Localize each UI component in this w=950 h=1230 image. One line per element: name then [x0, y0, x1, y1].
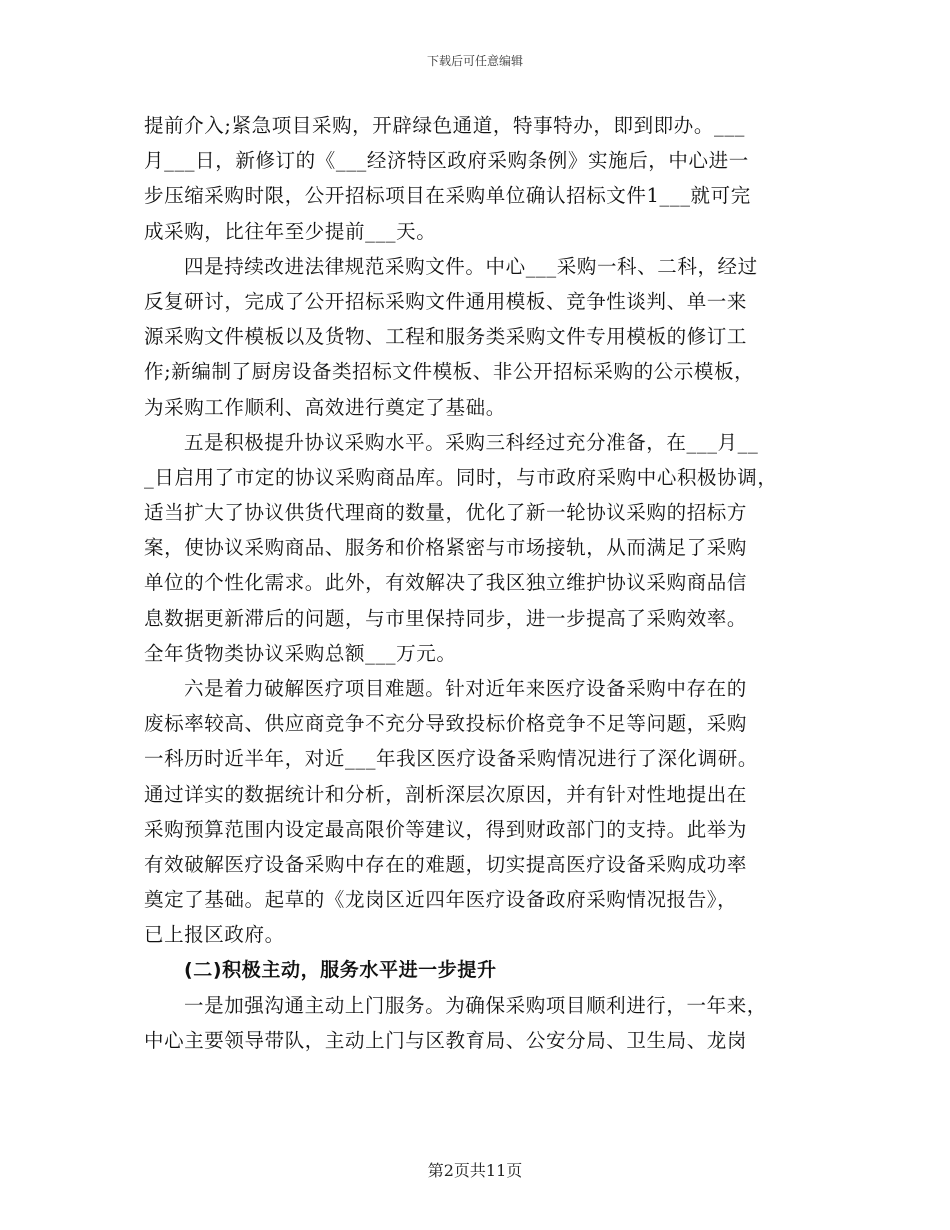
text-line: 步压缩采购时限，公开招标项目在采购单位确认招标文件1___就可完	[144, 184, 751, 208]
section-heading: (二)积极主动，服务水平进一步提升	[184, 958, 497, 981]
text-line: 适当扩大了协议供货代理商的数量，优化了新一轮协议采购的招标方	[144, 501, 748, 525]
text-line: 为采购工作顺利、高效进行奠定了基础。	[144, 395, 506, 419]
document-body	[144, 108, 816, 1058]
text-line: 单位的个性化需求。此外，有效解决了我区独立维护协议采购商品信	[144, 571, 748, 595]
text-line: 作;新编制了厨房设备类招标文件模板、非公开招标采购的公示模板，	[144, 360, 755, 384]
text-line: 中心主要领导带队，主动上门与区教育局、公安分局、卫生局、龙岗	[144, 1028, 748, 1052]
text-line: 六是着力破解医疗项目难题。针对近年来医疗设备采购中存在的	[184, 677, 747, 700]
text-line: 源采购文件模板以及货物、工程和服务类采购文件专用模板的修订工	[144, 325, 748, 349]
text-line: 反复研讨，完成了公开招标采购文件通用模板、竞争性谈判、单一来	[144, 289, 748, 313]
text-line: 月___日，新修订的《___经济特区政府采购条例》实施后，中心进一	[144, 149, 749, 173]
text-line: 采购预算范围内设定最高限价等建议，得到财政部门的支持。此举为	[144, 817, 748, 841]
text-line: 一是加强沟通主动上门服务。为确保采购项目顺利进行，一年来，	[184, 993, 767, 1017]
text-line: 全年货物类协议采购总额___万元。	[144, 641, 457, 665]
text-line: 四是持续改进法律规范采购文件。中心___采购一科、二科，经过	[184, 254, 758, 278]
text-line: 息数据更新滞后的问题，与市里保持同步，进一步提高了采购效率。	[144, 606, 748, 630]
text-line: 成采购，比往年至少提前___天。	[144, 219, 437, 243]
text-line: 案，使协议采购商品、服务和价格紧密与市场接轨，从而满足了采购	[144, 536, 748, 560]
text-line: _日启用了市定的协议采购商品库。同时，与市政府采购中心积极协调，	[144, 465, 778, 489]
text-line: 废标率较高、供应商竞争不充分导致投标价格竞争不足等问题，采购	[144, 712, 748, 736]
text-line: 通过详实的数据统计和分析，剖析深层次原因，并有针对性地提出在	[144, 782, 748, 806]
text-line: 一科历时近半年，对近___年我区医疗设备采购情况进行了深化调研。	[144, 747, 758, 771]
text-line: 已上报区政府。	[144, 923, 285, 947]
text-line: 奠定了基础。起草的《龙岗区近四年医疗设备政府采购情况报告》，	[144, 888, 738, 912]
text-line: 提前介入;紧急项目采购，开辟绿色通道，特事特办，即到即办。___	[144, 114, 746, 137]
page-header: 下载后可任意编辑	[426, 54, 523, 68]
text-line: 有效破解医疗设备采购中存在的难题，切实提高医疗设备采购成功率	[144, 852, 748, 876]
page-footer: 第2页共11页	[427, 1161, 523, 1180]
text-line: 五是积极提升协议采购水平。采购三科经过充分准备，在___月__	[184, 430, 759, 454]
